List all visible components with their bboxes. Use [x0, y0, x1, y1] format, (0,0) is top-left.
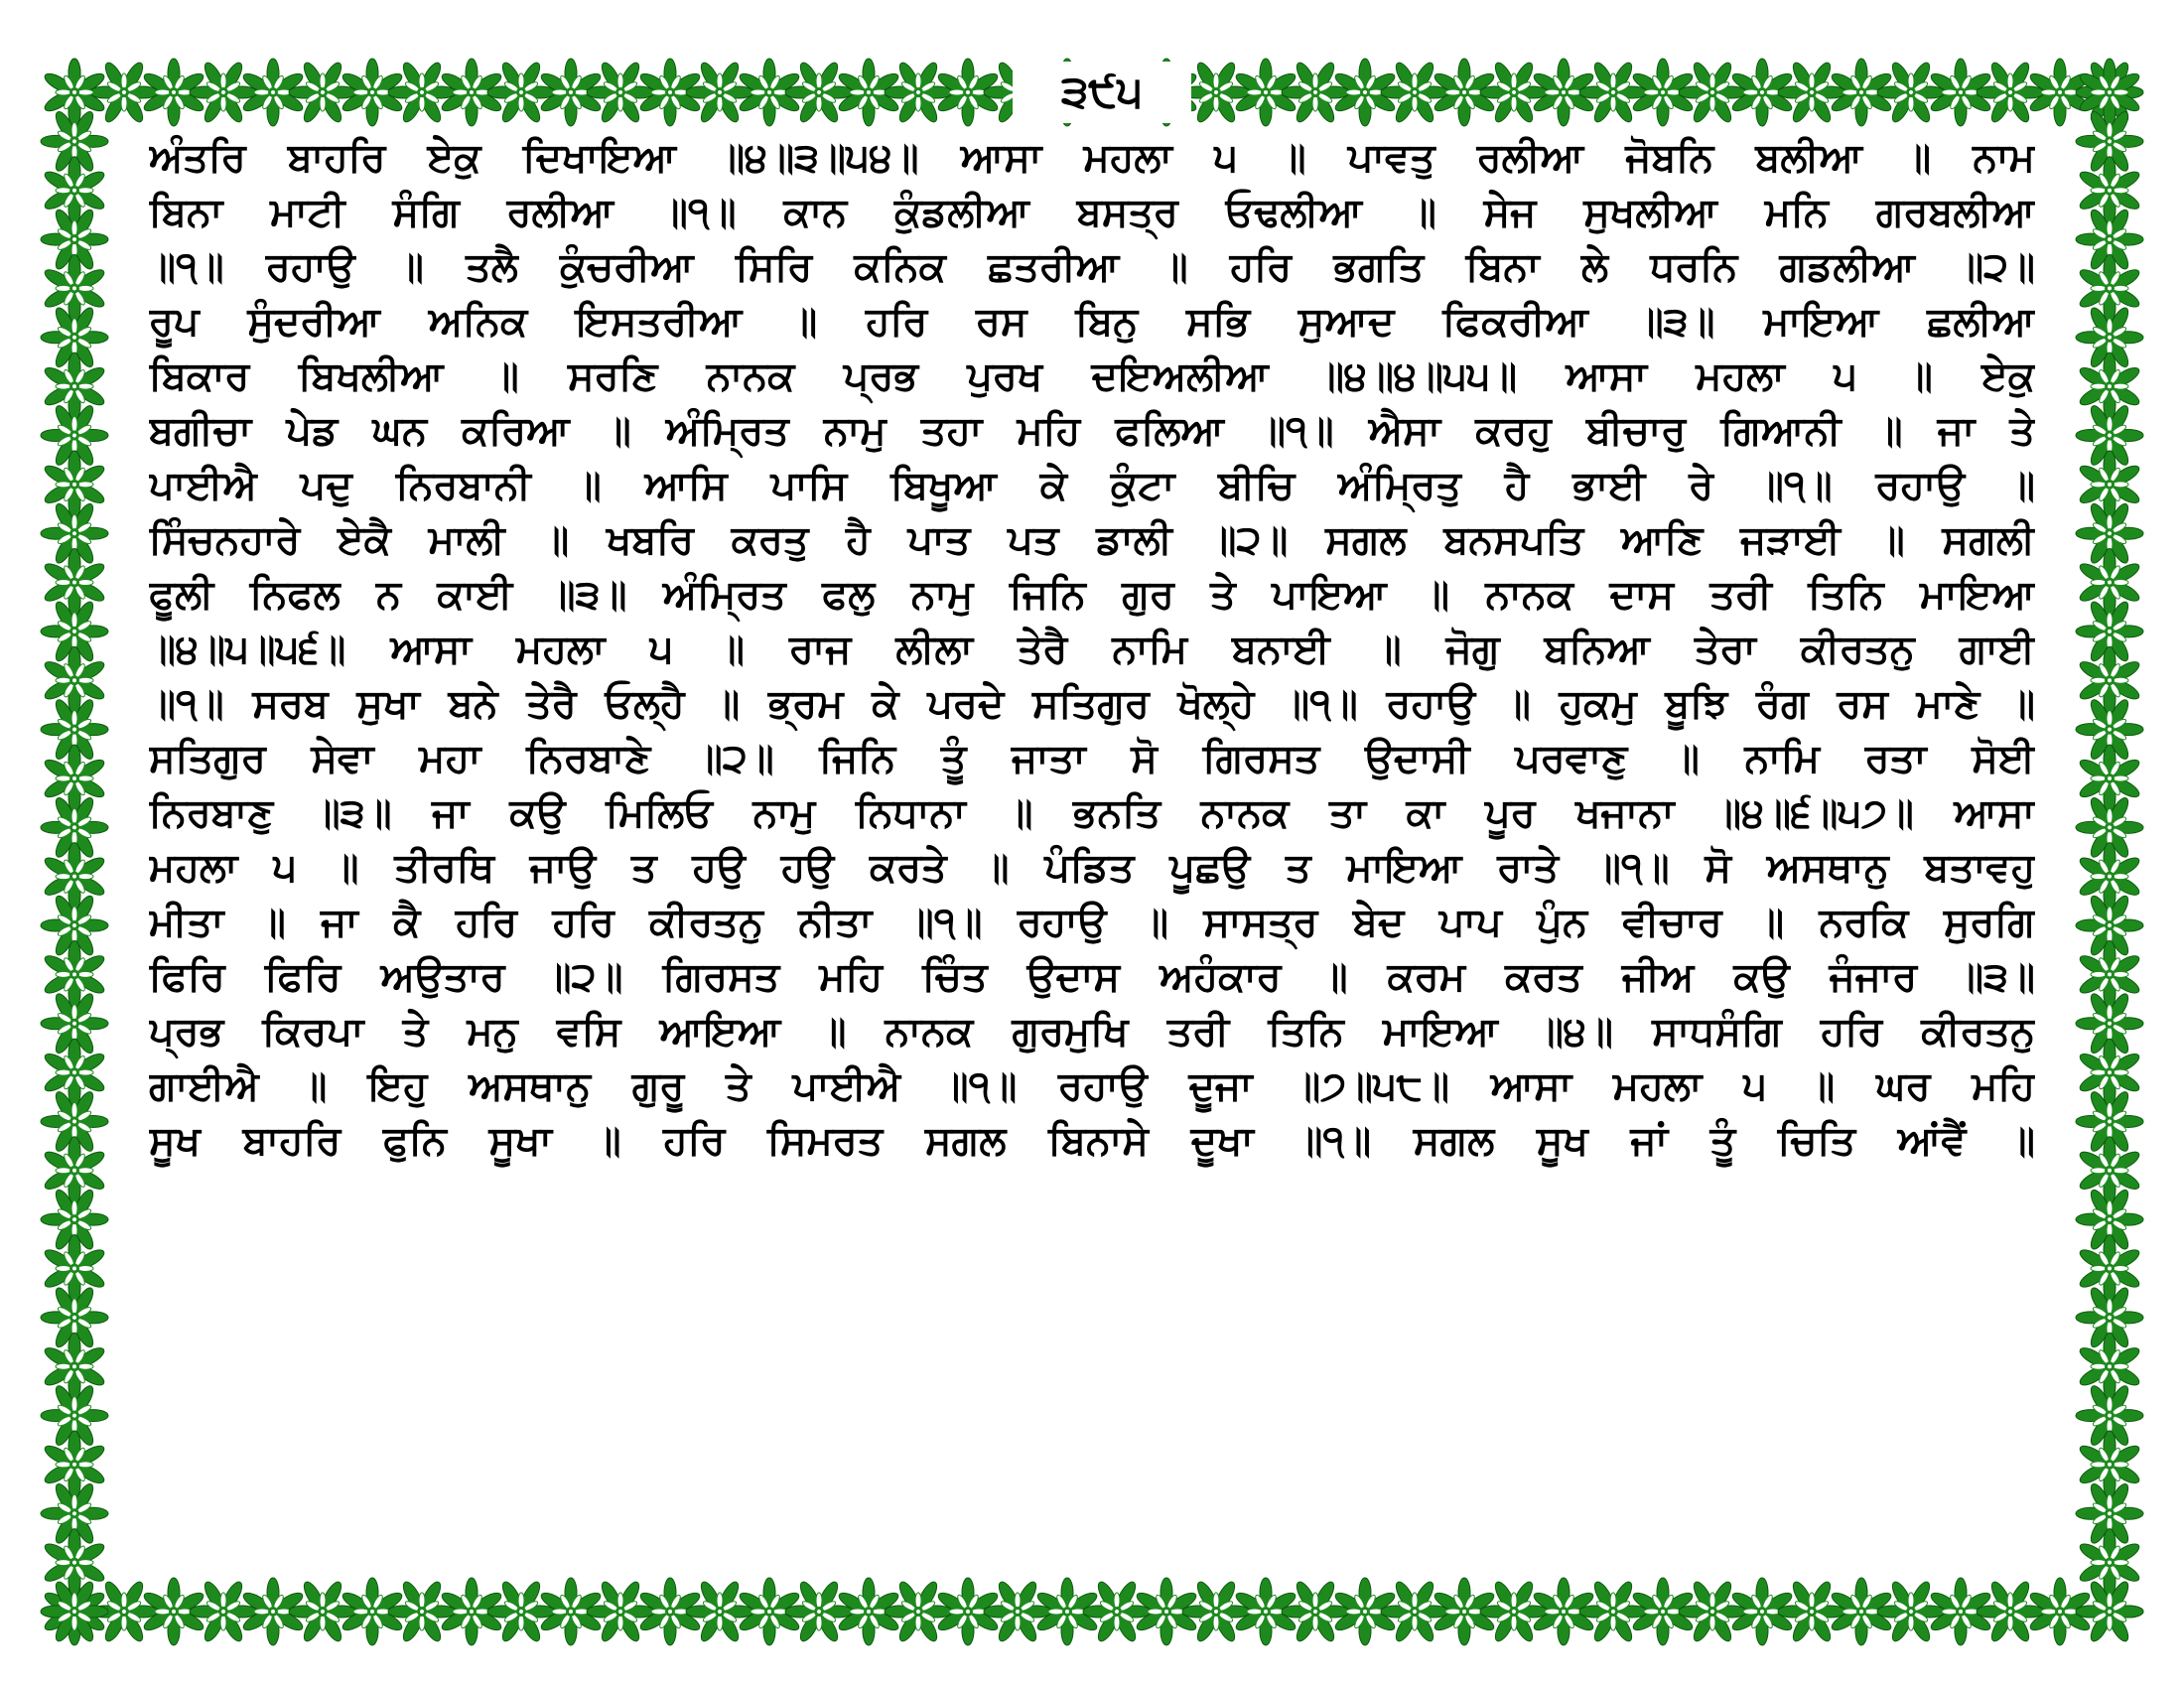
flower-icon	[2078, 1235, 2142, 1303]
flower-icon	[2078, 843, 2142, 911]
flower-icon	[43, 451, 107, 518]
flower-icon	[43, 352, 107, 420]
flower-icon	[43, 59, 107, 126]
page-number: ੩੯੫	[1013, 62, 1191, 123]
flower-icon	[2078, 646, 2142, 714]
flower-icon	[43, 1431, 107, 1498]
flower-icon	[2078, 1137, 2142, 1204]
flower-icon	[43, 843, 107, 911]
flower-icon	[2078, 59, 2142, 126]
floral-border-left	[40, 58, 109, 1646]
flower-icon	[43, 940, 107, 1008]
verse-line: ਸੂਖ ਬਾਹਰਿ ਫੁਨਿ ਸੂਖਾ ॥ ਹਰਿ ਸਿਮਰਤ ਸਗਲ ਬਿਨਾਸੇ ਦੂਖਾ ॥੧॥ ਸਗਲ ਸੂਖ ਜਾਂ ਤੂੰ ਚਿਤਿ ਆਂਵੈਂ ॥	[149, 1118, 2035, 1164]
flower-icon	[2078, 1529, 2142, 1597]
verse-line: ਅੰਤਰਿ ਬਾਹਰਿ ਏਕੁ ਦਿਖਾਇਆ ॥੪॥੩॥੫੪॥ ਆਸਾ ਮਹਲਾ ੫ ॥ ਪਾਵਤੁ ਰਲੀਆ ਜੋਬਨਿ ਬਲੀਆ ॥ ਨਾਮ	[149, 135, 2035, 181]
verse-line: ਮਹਲਾ ੫ ॥ ਤੀਰਥਿ ਜਾਉ ਤ ਹਉ ਹਉ ਕਰਤੇ ॥ ਪੰਡਿਤ ਪੂਛਉ ਤ ਮਾਇਆ ਰਾਤੇ ॥੧॥ ਸੋ ਅਸਥਾਨੁ ਬਤਾਵਹੁ	[149, 845, 2035, 891]
flower-icon	[43, 157, 107, 224]
verse-line: ਬਿਨਾ ਮਾਟੀ ਸੰਗਿ ਰਲੀਆ ॥੧॥ ਕਾਨ ਕੁੰਡਲੀਆ ਬਸਤ੍ਰ ਓਢਲੀਆ ॥ ਸੇਜ ਸੁਖਲੀਆ ਮਨਿ ਗਰਬਲੀਆ	[149, 190, 2035, 235]
verse-line: ਫਿਰਿ ਫਿਰਿ ਅਉਤਾਰ ॥੨॥ ਗਿਰਸਤ ਮਹਿ ਚਿੰਤ ਉਦਾਸ ਅਹੰਕਾਰ ॥ ਕਰਮ ਕਰਤ ਜੀਅ ਕਉ ਜੰਜਾਰ ॥੩॥	[149, 954, 2035, 1000]
verse-line: ਰੂਪ ਸੁੰਦਰੀਆ ਅਨਿਕ ਇਸਤਰੀਆ ॥ ਹਰਿ ਰਸ ਬਿਨੁ ਸਭਿ ਸੁਆਦ ਫਿਕਰੀਆ ॥੩॥ ਮਾਇਆ ਛਲੀਆ	[149, 299, 2035, 345]
flower-icon	[2078, 940, 2142, 1008]
verse-line: ਪਾਈਐ ਪਦੁ ਨਿਰਬਾਨੀ ॥ ਆਸਿ ਪਾਸਿ ਬਿਖੂਆ ਕੇ ਕੁੰਟਾ ਬੀਚਿ ਅੰਮ੍ਰਿਤੁ ਹੈ ਭਾਈ ਰੇ ॥੧॥ ਰਹਾਉ ॥	[149, 463, 2035, 508]
verse-line: ਪ੍ਰਭ ਕਿਰਪਾ ਤੇ ਮਨੁ ਵਸਿ ਆਇਆ ॥ ਨਾਨਕ ਗੁਰਮੁਖਿ ਤਰੀ ਤਿਨਿ ਮਾਇਆ ॥੪॥ ਸਾਧਸੰਗਿ ਹਰਿ ਕੀਰਤਨੁ	[149, 1009, 2035, 1055]
verse-line: ਮੀਤਾ ॥ ਜਾ ਕੈ ਹਰਿ ਹਰਿ ਕੀਰਤਨੁ ਨੀਤਾ ॥੧॥ ਰਹਾਉ ॥ ਸਾਸਤ੍ਰ ਬੇਦ ਪਾਪ ਪੁੰਨ ਵੀਚਾਰ ॥ ਨਰਕਿ ਸੁਰਗਿ	[149, 900, 2035, 945]
flower-icon	[2078, 254, 2142, 322]
floral-border-right	[2075, 58, 2144, 1646]
gurbani-text-block	[149, 131, 2035, 1561]
flower-icon	[2078, 1431, 2142, 1498]
flower-icon	[2078, 1039, 2142, 1106]
verse-line: ਨਿਰਬਾਣੁ ॥੩॥ ਜਾ ਕਉ ਮਿਲਿਓ ਨਾਮੁ ਨਿਧਾਨਾ ॥ ਭਨਤਿ ਨਾਨਕ ਤਾ ਕਾ ਪੂਰ ਖਜਾਨਾ ॥੪॥੬॥੫੭॥ ਆਸਾ	[149, 790, 2035, 836]
flower-icon	[2078, 549, 2142, 617]
flower-icon	[43, 254, 107, 322]
flower-icon	[2078, 157, 2142, 224]
floral-border-bottom	[40, 1577, 2144, 1646]
flower-icon	[43, 1039, 107, 1106]
verse-line: ਸਿੰਚਨਹਾਰੇ ਏਕੈ ਮਾਲੀ ॥ ਖਬਰਿ ਕਰਤੁ ਹੈ ਪਾਤ ਪਤ ਡਾਲੀ ॥੨॥ ਸਗਲ ਬਨਸਪਤਿ ਆਣਿ ਜੜਾਈ ॥ ਸਗਲੀ	[149, 517, 2035, 563]
flower-icon	[43, 1529, 107, 1597]
flower-icon	[43, 1333, 107, 1400]
verse-line: ॥੧॥ ਸਰਬ ਸੁਖਾ ਬਨੇ ਤੇਰੈ ਓਲ੍ਹੈ ॥ ਭ੍ਰਮ ਕੇ ਪਰਦੇ ਸਤਿਗੁਰ ਖੋਲ੍ਹੇ ॥੧॥ ਰਹਾਉ ॥ ਹੁਕਮੁ ਬੂਝਿ ਰੰਗ ਰਸ ਮਾਣੇ ॥	[149, 681, 2035, 727]
flower-icon	[43, 646, 107, 714]
flower-icon	[43, 549, 107, 617]
flower-icon	[2078, 451, 2142, 518]
verse-line: ਫੂਲੀ ਨਿਫਲ ਨ ਕਾਈ ॥੩॥ ਅੰਮ੍ਰਿਤ ਫਲੁ ਨਾਮੁ ਜਿਨਿ ਗੁਰ ਤੇ ਪਾਇਆ ॥ ਨਾਨਕ ਦਾਸ ਤਰੀ ਤਿਨਿ ਮਾਇਆ	[149, 572, 2035, 618]
flower-icon	[2078, 1333, 2142, 1400]
flower-icon	[2078, 745, 2142, 812]
verse-line: ਗਾਈਐ ॥ ਇਹੁ ਅਸਥਾਨੁ ਗੁਰੂ ਤੇ ਪਾਈਐ ॥੧॥ ਰਹਾਉ ਦੂਜਾ ॥੭॥੫੮॥ ਆਸਾ ਮਹਲਾ ੫ ॥ ਘਰ ਮਹਿ	[149, 1063, 2035, 1109]
verse-line: ਸਤਿਗੁਰ ਸੇਵਾ ਮਹਾ ਨਿਰਬਾਣੇ ॥੨॥ ਜਿਨਿ ਤੂੰ ਜਾਤਾ ਸੋ ਗਿਰਸਤ ਉਦਾਸੀ ਪਰਵਾਣੁ ॥ ਨਾਮਿ ਰਤਾ ਸੋਈ	[149, 736, 2035, 781]
verse-line: ॥੪॥੫॥੫੬॥ ਆਸਾ ਮਹਲਾ ੫ ॥ ਰਾਜ ਲੀਲਾ ਤੇਰੈ ਨਾਮਿ ਬਨਾਈ ॥ ਜੋਗੁ ਬਨਿਆ ਤੇਰਾ ਕੀਰਤਨੁ ਗਾਈ	[149, 627, 2035, 672]
verse-line: ਬਿਕਾਰ ਬਿਖਲੀਆ ॥ ਸਰਣਿ ਨਾਨਕ ਪ੍ਰਭ ਪੁਰਖ ਦਇਅਲੀਆ ॥੪॥੪॥੫੫॥ ਆਸਾ ਮਹਲਾ ੫ ॥ ਏਕੁ	[149, 353, 2035, 399]
flower-icon	[2078, 352, 2142, 420]
flower-icon	[43, 745, 107, 812]
verse-line: ਬਗੀਚਾ ਪੇਡ ਘਨ ਕਰਿਆ ॥ ਅੰਮ੍ਰਿਤ ਨਾਮੁ ਤਹਾ ਮਹਿ ਫਲਿਆ ॥੧॥ ਐਸਾ ਕਰਹੁ ਬੀਚਾਰੁ ਗਿਆਨੀ ॥ ਜਾ ਤੇ	[149, 408, 2035, 454]
verse-line: ॥੧॥ ਰਹਾਉ ॥ ਤਲੈ ਕੁੰਚਰੀਆ ਸਿਰਿ ਕਨਿਕ ਛਤਰੀਆ ॥ ਹਰਿ ਭਗਤਿ ਬਿਨਾ ਲੇ ਧਰਨਿ ਗਡਲੀਆ ॥੨॥	[149, 244, 2035, 290]
flower-icon	[43, 1235, 107, 1303]
flower-icon	[43, 1137, 107, 1204]
